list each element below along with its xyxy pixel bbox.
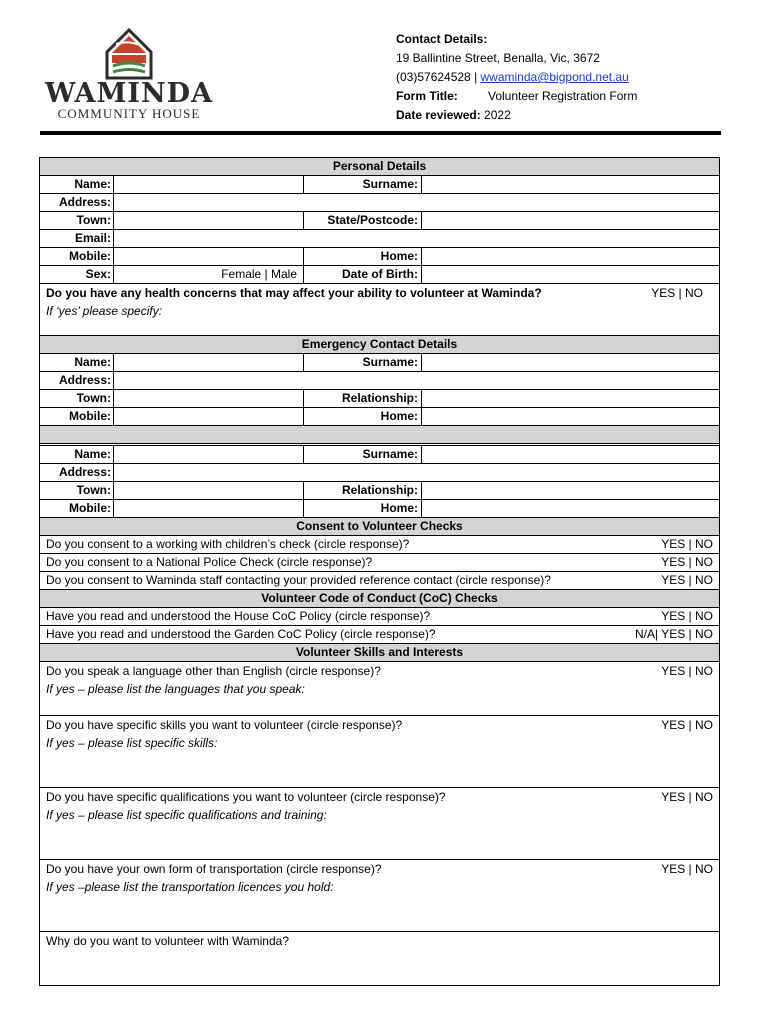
coc-garden-text: Have you read and understood the Garden CoC Policy (circle response)? — [46, 627, 436, 641]
skills-transport-options[interactable]: YES | NO — [661, 862, 713, 876]
ec2-row-address — [40, 464, 719, 482]
skills-transport-text: Do you have your own form of transportation (circle response)? — [46, 862, 382, 876]
ec1-mobile-field[interactable] — [114, 408, 304, 425]
sex-label: Sex: — [40, 266, 114, 283]
consent-reference-options[interactable]: YES | NO — [661, 573, 713, 587]
section-emergency-contact: Emergency Contact Details — [40, 336, 719, 354]
skills-specific-block — [40, 716, 719, 788]
surname-field[interactable] — [422, 176, 719, 193]
contact-details — [396, 30, 637, 125]
logo-word: WAMINDA — [44, 78, 214, 109]
health-question-text: Do you have any health concerns that may affect your ability to volunteer at Waminda? — [46, 286, 542, 300]
ec1-name-field[interactable] — [114, 354, 304, 371]
section-consent-checks: Consent to Volunteer Checks — [40, 518, 719, 536]
row-email — [40, 230, 719, 248]
skills-specific-sub: If yes – please list specific skills: — [46, 736, 218, 750]
state-postcode-field[interactable] — [422, 212, 719, 229]
skills-specific-text: Do you have specific skills you want to volunteer (circle response)? — [46, 718, 403, 732]
ec2-row-town — [40, 482, 719, 500]
town-field[interactable] — [114, 212, 304, 229]
row-sex — [40, 266, 719, 284]
coc-house-text: Have you read and understood the House CoC Policy (circle response)? — [46, 609, 431, 623]
ec2-name-field[interactable] — [114, 446, 304, 463]
consent-wwcc-row — [40, 536, 719, 554]
state-postcode-label: State/Postcode: — [304, 212, 422, 229]
skills-specific-options[interactable]: YES | NO — [661, 718, 713, 732]
section-coc-checks: Volunteer Code of Conduct (CoC) Checks — [40, 590, 719, 608]
coc-garden-options[interactable]: N/A| YES | NO — [634, 627, 713, 641]
skills-qualifications-block — [40, 788, 719, 860]
consent-reference-text: Do you consent to Waminda staff contacting your provided reference contact (circle response)? — [46, 573, 551, 587]
section-skills-interests: Volunteer Skills and Interests — [40, 644, 719, 662]
town-label: Town: — [40, 212, 114, 229]
skills-language-text: Do you speak a language other than English (circle response)? — [46, 664, 381, 678]
skills-qualifications-text: Do you have specific qualifications you want to volunteer (circle response)? — [46, 790, 446, 804]
email-field[interactable] — [114, 230, 719, 247]
skills-language-sub: If yes – please list the languages that you speak: — [46, 682, 305, 696]
dob-label: Date of Birth: — [304, 266, 422, 283]
contact-email-link[interactable]: wwaminda@bigpond.net.au — [480, 70, 629, 84]
ec1-row-address — [40, 372, 719, 390]
mobile-label: Mobile: — [40, 248, 114, 265]
coc-house-options[interactable]: YES | NO — [661, 609, 713, 623]
ec2-town-label: Town: — [40, 482, 114, 499]
ec2-relationship-label: Relationship: — [304, 482, 422, 499]
coc-garden-row — [40, 626, 719, 644]
ec2-surname-field[interactable] — [422, 446, 719, 463]
ec1-home-label: Home: — [304, 408, 422, 425]
form-title-label: Form Title: — [396, 89, 458, 103]
dob-field[interactable] — [422, 266, 719, 283]
ec2-home-field[interactable] — [422, 500, 719, 517]
email-label: Email: — [40, 230, 114, 247]
ec2-address-label: Address: — [40, 464, 114, 481]
health-question — [40, 284, 719, 336]
ec1-surname-label: Surname: — [304, 354, 422, 371]
logo-subtitle: COMMUNITY HOUSE — [57, 106, 201, 121]
name-label: Name: — [40, 176, 114, 193]
health-specify: If ‘yes’ please specify: — [46, 304, 163, 318]
home-label: Home: — [304, 248, 422, 265]
ec1-surname-field[interactable] — [422, 354, 719, 371]
name-field[interactable] — [114, 176, 304, 193]
ec2-home-label: Home: — [304, 500, 422, 517]
consent-reference-row — [40, 572, 719, 590]
registration-form — [39, 157, 720, 986]
ec1-town-label: Town: — [40, 390, 114, 407]
coc-house-row — [40, 608, 719, 626]
consent-wwcc-text: Do you consent to a working with children’s check (circle response)? — [46, 537, 410, 551]
surname-label: Surname: — [304, 176, 422, 193]
ec2-name-label: Name: — [40, 446, 114, 463]
consent-police-options[interactable]: YES | NO — [661, 555, 713, 569]
date-reviewed: 2022 — [484, 108, 511, 122]
consent-police-text: Do you consent to a National Police Check (circle response)? — [46, 555, 373, 569]
row-name — [40, 176, 719, 194]
waminda-logo — [44, 26, 214, 122]
section-personal-details: Personal Details — [40, 158, 719, 176]
skills-language-block — [40, 662, 719, 716]
ec2-row-name — [40, 446, 719, 464]
contact-phone-email — [396, 68, 637, 87]
consent-police-row — [40, 554, 719, 572]
skills-language-options[interactable]: YES | NO — [661, 664, 713, 678]
sex-options[interactable]: Female | Male — [114, 266, 304, 283]
ec1-row-mobile — [40, 408, 719, 426]
emergency-spacer — [40, 426, 719, 444]
date-reviewed-row — [396, 106, 637, 125]
row-address — [40, 194, 719, 212]
health-options[interactable]: YES | NO — [651, 286, 703, 300]
ec2-mobile-field[interactable] — [114, 500, 304, 517]
date-reviewed-label: Date reviewed: — [396, 108, 481, 122]
ec1-mobile-label: Mobile: — [40, 408, 114, 425]
ec1-row-name — [40, 354, 719, 372]
contact-label: Contact Details: — [396, 32, 488, 46]
ec2-mobile-label: Mobile: — [40, 500, 114, 517]
house-logo-icon — [44, 26, 214, 82]
address-field[interactable] — [114, 194, 719, 211]
ec1-relationship-field[interactable] — [422, 390, 719, 407]
header-divider — [40, 131, 721, 135]
ec1-address-label: Address: — [40, 372, 114, 389]
ec1-home-field[interactable] — [422, 408, 719, 425]
form-title-row — [396, 87, 637, 106]
why-volunteer-text: Why do you want to volunteer with Waminda? — [46, 934, 290, 948]
ec1-name-label: Name: — [40, 354, 114, 371]
ec1-town-field[interactable] — [114, 390, 304, 407]
ec2-row-mobile — [40, 500, 719, 518]
address-label: Address: — [40, 194, 114, 211]
row-mobile — [40, 248, 719, 266]
skills-transport-sub: If yes –please list the transportation licences you hold: — [46, 880, 334, 894]
contact-phone: (03)57624528 | — [396, 70, 481, 84]
form-title: Volunteer Registration Form — [488, 89, 638, 103]
ec2-relationship-field[interactable] — [422, 482, 719, 499]
row-town — [40, 212, 719, 230]
mobile-field[interactable] — [114, 248, 304, 265]
ec1-relationship-label: Relationship: — [304, 390, 422, 407]
ec1-address-field[interactable] — [114, 372, 719, 389]
contact-address: 19 Ballintine Street, Benalla, Vic, 3672 — [396, 51, 600, 65]
skills-qualifications-options[interactable]: YES | NO — [661, 790, 713, 804]
ec2-town-field[interactable] — [114, 482, 304, 499]
skills-transport-block — [40, 860, 719, 932]
consent-wwcc-options[interactable]: YES | NO — [661, 537, 713, 551]
why-volunteer-block — [40, 932, 719, 986]
ec2-address-field[interactable] — [114, 464, 719, 481]
skills-qualifications-sub: If yes – please list specific qualifications and training: — [46, 808, 327, 822]
home-field[interactable] — [422, 248, 719, 265]
ec2-surname-label: Surname: — [304, 446, 422, 463]
ec1-row-town — [40, 390, 719, 408]
